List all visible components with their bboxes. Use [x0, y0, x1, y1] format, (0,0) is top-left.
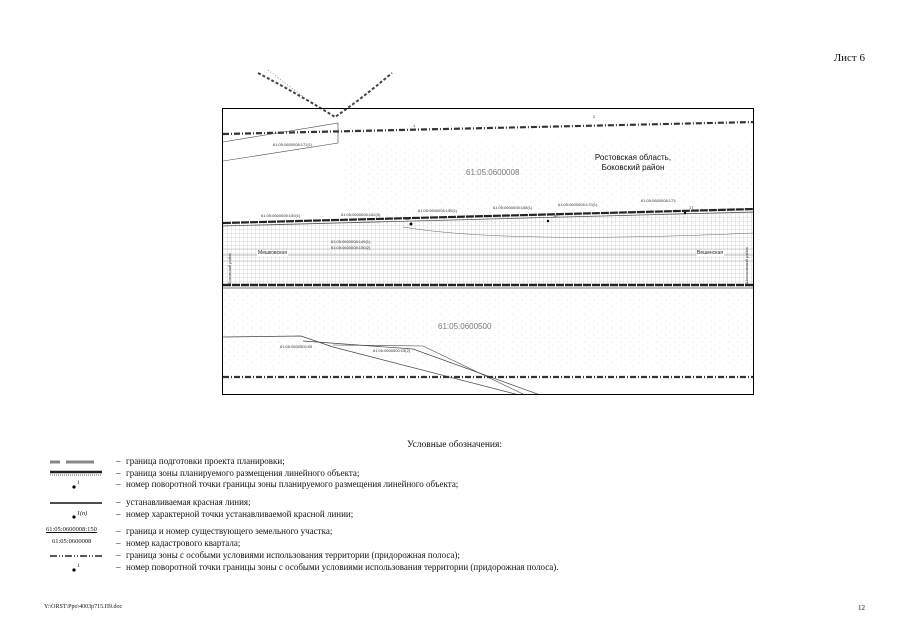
legend-dash: – — [116, 526, 121, 537]
legend-title: Условные обозначения: — [407, 440, 503, 450]
legend-text: номер поворотной точки границы зоны с особыми условиями использования территории (придорожная полоса). — [126, 561, 559, 572]
parcel-label: 61:05:0600008:149(1) — [331, 239, 371, 244]
legend-item-linear-zone — [46, 468, 746, 480]
footer-file-path: Y:\ORST\Ppo\4003p715.П9.doc — [44, 604, 123, 610]
cadastral-quarter-top: 61:05:0600008 — [466, 168, 520, 177]
planning-boundary-top — [223, 122, 754, 134]
linear-zone-symbol — [46, 468, 106, 479]
special-zone-point-symbol — [46, 562, 106, 573]
side-label-left: Боковский район — [227, 252, 232, 284]
turn-point-mark: 1 — [77, 481, 80, 487]
legend-dash: – — [116, 456, 121, 466]
cadastral-quarter-bottom: 61:05:0600500 — [438, 322, 492, 331]
side-label-right: Шолоховский район — [744, 246, 749, 284]
legend-item-planning-boundary — [46, 456, 746, 468]
legend-text: граница зоны планируемого размещения линейного объекта; — [126, 467, 360, 478]
page-number: 12 — [858, 604, 865, 612]
legend-text: номер кадастрового квартала; — [126, 538, 241, 549]
special-zone-symbol — [46, 550, 106, 561]
special-zone-point-mark: 1 — [77, 563, 80, 569]
legend-dash: – — [116, 538, 121, 549]
point-number-2: 2 — [593, 114, 596, 119]
legend-item-cadastral-quarter — [46, 538, 746, 550]
legend — [46, 456, 746, 573]
map-drawing — [223, 109, 754, 395]
legend-dash: – — [116, 479, 121, 490]
turn-point-symbol — [46, 479, 106, 490]
legend-text: номер поворотной точки границы зоны планируемого размещения линейного объекта; — [126, 479, 459, 490]
legend-dash: – — [116, 467, 121, 478]
parcel-label: 61:05:0600008:173 — [641, 198, 676, 203]
parcel-label: 61:05:0600008:158(1) — [493, 205, 533, 210]
legend-text: граница и номер существующего земельного участка; — [126, 526, 333, 537]
legend-item-red-line — [46, 497, 746, 509]
parcel-label: 61:05:0600008:150(2) — [331, 245, 371, 250]
legend-dash: – — [116, 549, 121, 560]
point-number-17: 17 — [689, 205, 694, 210]
parcel-code: 61:05:0600008:150 — [46, 526, 97, 534]
legend-text: номер характерной точки устанавливаемой красной линии; — [126, 508, 354, 519]
parcel-label: 61:05:0600008:170(1) — [558, 202, 598, 207]
region-label: Ростовская область, Боковский район — [594, 153, 672, 172]
point-number-1: 1 — [413, 123, 416, 128]
map-frame — [222, 108, 754, 395]
red-line-point-mark: 1(n) — [77, 510, 87, 517]
red-line-point-symbol — [46, 509, 106, 520]
legend-dash: – — [116, 561, 121, 572]
turn-point-15 — [410, 223, 413, 226]
legend-dash: – — [116, 497, 121, 508]
point-number-15: 15 — [405, 216, 410, 221]
legend-dash: – — [116, 508, 121, 519]
point-number-16: 16 — [553, 213, 558, 218]
legend-text: устанавливаемая красная линия; — [126, 497, 251, 508]
legend-item-turn-point — [46, 479, 746, 491]
legend-item-parcel — [46, 526, 746, 538]
planning-boundary-symbol — [46, 456, 106, 467]
red-line-symbol — [46, 497, 106, 508]
road-label-right: Вешенская — [697, 250, 723, 256]
parcel-label: 61:05:0600500:15(2) — [373, 348, 411, 353]
quarter-code: 61:05:0600008 — [52, 538, 92, 546]
road-label-left: Мешковская — [258, 250, 287, 256]
parcel-label: 61:05:0600500:95 — [280, 344, 313, 349]
parcel-label: 61:05:0600008:162(3) — [341, 212, 381, 217]
turn-point-17 — [684, 212, 686, 214]
legend-text: граница зоны с особыми условиями использования территории (придорожная полоса); — [126, 549, 460, 560]
legend-item-special-zone-point — [46, 562, 746, 574]
legend-text: граница подготовки проекта планировки; — [126, 456, 285, 466]
turn-point-16 — [547, 220, 549, 222]
parcel-label: 61:05:0600008:150(1) — [261, 213, 301, 218]
sheet-label: Лист 6 — [833, 52, 865, 64]
legend-item-special-zone — [46, 550, 746, 562]
parcel-label: 61:05:0600008:171(1) — [273, 142, 313, 147]
legend-item-red-line-point — [46, 509, 746, 521]
parcel-label: 61:05:0600008:155(1) — [418, 208, 458, 213]
